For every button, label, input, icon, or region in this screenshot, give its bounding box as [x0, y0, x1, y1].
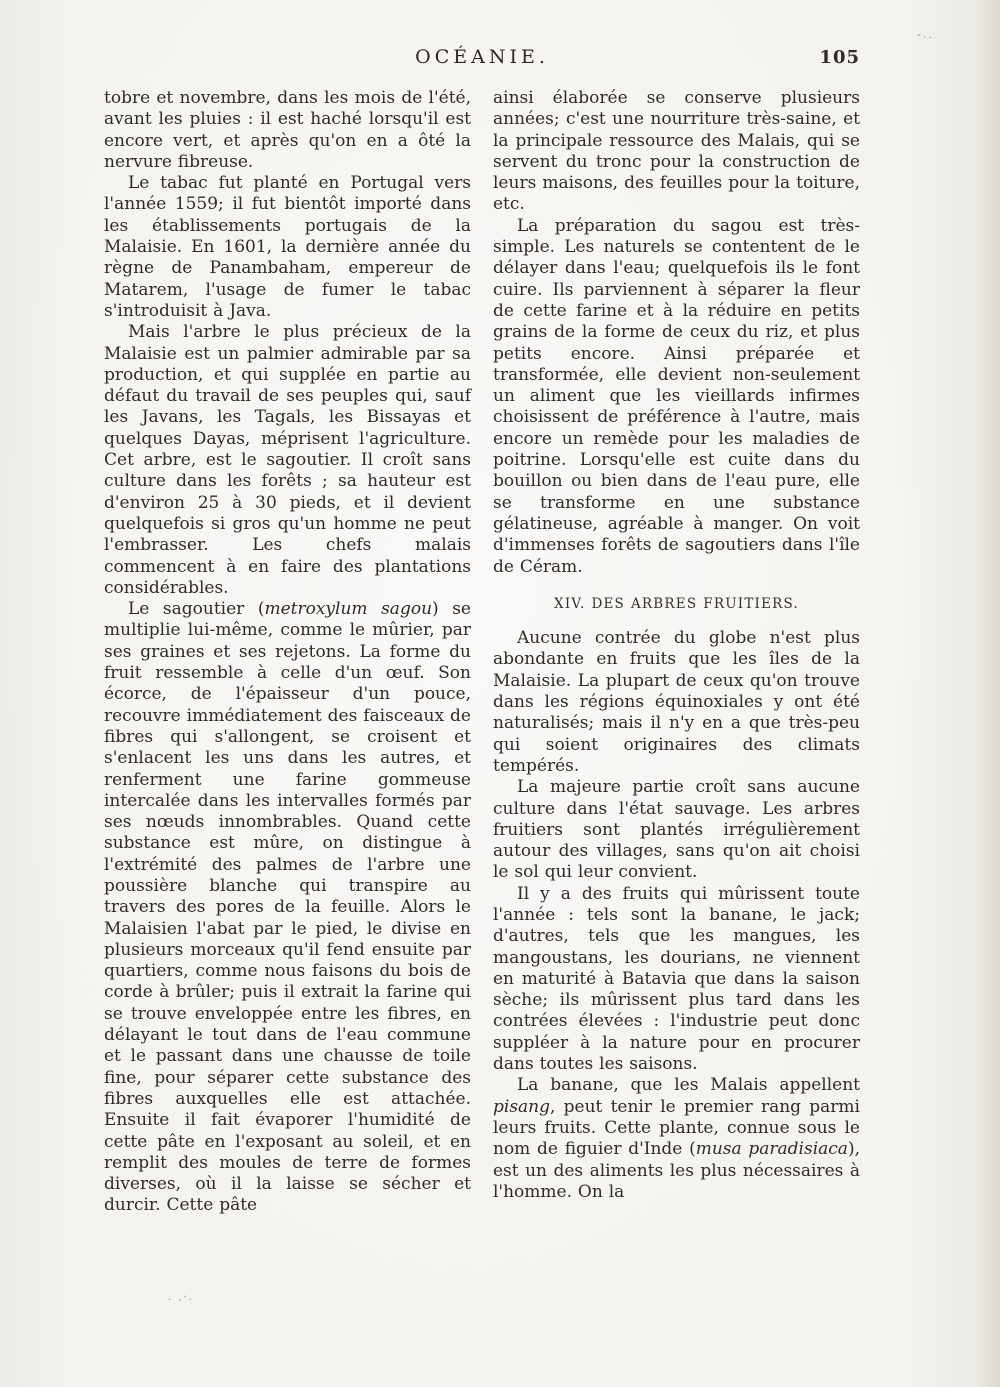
paragraph: [493, 88, 860, 216]
section-heading: XIV. DES ARBRES FRUITIERS.: [554, 595, 799, 612]
scan-artifact-bottom-left: . ,·.: [168, 1292, 194, 1303]
text-run: ), est un des aliments les plus nécessaires à l'homme. On la: [493, 1139, 860, 1202]
text-run: ) se multiplie lui-même, comme le mûrier, par ses graines et ses rejetons. La forme du fruit ressemble à celle d'un œuf. Son écorce, de l'épaisseur d'un pouce, recouvre immédiatement des faisceaux de fibres qui s'allongent, se croisent et s'enlacent les uns dans les autres, et renferment une farine gommeuse intercalée dans les intervalles formés par ses nœuds innombrables. Quand cette substance est mûre, on distingue à l'extrémité des palmes de l'arbre une poussière blanche qui transpire au travers des pores de la feuille. Alors le Malaisien l'abat par le pied, le divise en plusieurs morceaux qu'il fend ensuite par quartiers, comme nous faisons du bois de corde à brûler; puis il extrait la farine qui se trouve enveloppée entre les fibres, en délayant le tout dans de l'eau commune et le passant dans une chausse de toile fine, pour séparer cette substance des fibres auxquelles elle est attachée. Ensuite il fait évaporer l'humidité de cette pâte en l'exposant au soleil, et en remplit des moules de terre de formes diverses, où il la laisse se sécher et durcir. Cette pâte: [104, 599, 471, 1216]
page-header: [104, 46, 860, 74]
text-run: La majeure partie croît sans aucune culture dans l'état sauvage. Les arbres fruitiers sont plantés irrégulièrement autour des villages, sans qu'on ait choisi le sol qui leur convient.: [493, 777, 860, 883]
text-run: tobre et novembre, dans les mois de l'été, avant les pluies : il est haché lorsqu'il est encore vert, et après qu'on en a ôté la nervure fibreuse.: [104, 88, 471, 172]
paragraph: [104, 322, 471, 599]
text-run: , peut tenir le premier rang parmi leurs fruits. Cette plante, connue sous le nom de figuier d'Inde (: [493, 1096, 860, 1160]
text-run: ainsi élaborée se conserve plusieurs années; c'est une nourriture très-saine, et la principale ressource des Malais, qui se servent du tronc pour la construction de leurs maisons, des feuilles pour la toiture, etc.: [493, 88, 860, 215]
text-run: Il y a des fruits qui mûrissent toute l'année : tels sont la banane, le jack; d'autres, tels que les mangues, les mangoustans, les dourians, ne viennent en maturité à Batavia que dans la saison sèche; ils mûrissent plus tard dans les contrées élevées : l'industrie peut donc suppléer à la nature pour en procurer dans toutes les saisons.: [493, 883, 860, 1075]
paragraph: [493, 1075, 860, 1203]
italic-text-run: musa paradisiaca: [695, 1139, 848, 1160]
text-run: Aucune contrée du globe n'est plus abondante en fruits que les îles de la Malaisie. La plupart de ceux qu'on trouve dans les régions équinoxiales y ont été naturalisés; mais il n'y en a que très-peu qui soient originaires des climats tempérés.: [493, 628, 860, 776]
text-run: Le tabac fut planté en Portugal vers l'année 1559; il fut bientôt importé dans les établissements portugais de la Malaisie. En 1601, la dernière année du règne de Panambaham, empereur de Matarem, l'usage de fumer le tabac s'introduisit à Java.: [104, 173, 471, 321]
paragraph: [493, 884, 860, 1076]
paragraph: [493, 216, 860, 578]
text-run: Mais l'arbre le plus précieux de la Malaisie est un palmier admirable par sa production, et qui supplée en partie au défaut du travail de ses peuples qui, sauf les Javans, les Tagals, les Bissayas et quelques Dayas, méprisent l'agriculture. Cet arbre, est le sagoutier. Il croît sans culture dans les forêts ; sa hauteur est d'environ 25 à 30 pieds, et il devient quelquefois si gros qu'un homme ne peut l'embrasser. Les chefs malais commencent à en faire des plantations considérables.: [104, 322, 471, 598]
column-right: [493, 88, 860, 1217]
page-number: 105: [819, 47, 860, 68]
paragraph: [493, 777, 860, 883]
text-columns: [104, 88, 860, 1217]
scan-artifact-top-right: -..: [917, 28, 934, 41]
paragraph: [104, 599, 471, 1217]
column-left: [104, 88, 471, 1217]
paragraph: [104, 173, 471, 322]
text-run: La banane, que les Malais appellent: [517, 1075, 860, 1096]
text-run: Le sagoutier (: [128, 599, 265, 620]
paragraph: [104, 88, 471, 173]
text-run: La préparation du sagou est très-simple. Les naturels se contentent de le délayer dans l'eau; quelquefois ils le font cuire. Ils parviennent à séparer la fleur de cette farine et à la réduire en petits grains de la forme de ceux du riz, et plus petits encore. Ainsi préparée et transformée, elle devient non-seulement un aliment que les vieillards infirmes choisissent de préférence à l'autre, mais encore un remède pour les maladies de poitrine. Lorsqu'elle est cuite dans du bouillon ou bien dans de l'eau pure, elle se transforme en une substance gélatineuse, agréable à manger. On voit d'immenses forêts de sagoutiers dans l'île de Céram.: [493, 215, 860, 577]
italic-text-run: metroxylum sagou: [264, 599, 433, 620]
italic-text-run: pisang: [493, 1096, 551, 1117]
scan-edge-shadow: [974, 0, 1000, 1387]
paragraph: [493, 628, 860, 777]
running-title: OCÉANIE.: [415, 46, 549, 68]
